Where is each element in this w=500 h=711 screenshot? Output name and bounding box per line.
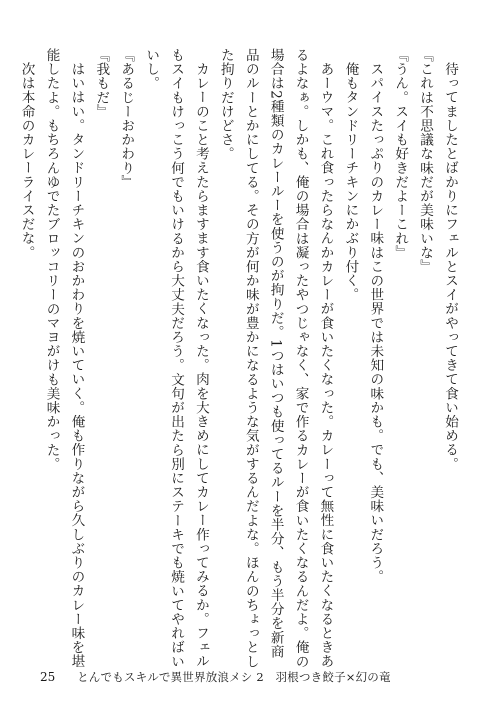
text-line: スパイスたっぷりのカレー味はこの世界では未知の味かも。でも、美味いだろう。 [367,61,384,584]
page-number: 25 [40,670,56,684]
text-line: 品のルーとかにしてる。その方が何か味が豊かになるような気がするんだよな。ほんのちょっとし [242,48,259,669]
dialogue-line: 『あるじーおかわり』 [118,48,135,189]
running-title: とんでもスキルで異世界放浪メシ 2 羽根つき餃子×幻の竜 [77,670,391,684]
text-line: 俺もタンドリーチキンにかぶり付く。 [342,61,359,302]
text-line: はいはい。タンドリーチキンのおかわりを焼いていく。俺も作りながら久しぶりのカレー味を堪 [68,61,85,668]
dialogue-line: 『これは不思議な味だが美味いな』 [417,48,434,274]
text-line: 場合は2種類のカレールーを使うのが拘りだ。1つはいつも使ってるルーを半分、もう半分を新商 [267,48,284,659]
dialogue-line: 『うん。スイも好きだよーこれ』 [392,48,409,260]
text-line: 能したよ。もちろんゆでたブロッコリーのマヨがけも美味かった。 [43,48,60,471]
text-line: るよなぁ。しかも、俺の場合は凝ったやつじゃなく、家で作るカレーが食いたくなるんだよ。俺の [292,48,309,669]
text-line: た拘りだけどさ。 [217,48,234,161]
text-line: いし。 [143,48,160,91]
dialogue-line: 『我もだ』 [93,48,110,119]
text-line: 待ってましたとばかりにフェルとスイがやってきて食い始める。 [442,61,458,471]
vertical-body-text [14,48,462,669]
text-line: もスイもけっこう何でもいけるから大丈夫だろう。文句が出たら別にステーキでも焼いてやればい [168,48,185,669]
text-line: あーウマ。これ食ったらなんかカレーが食いたくなった。カレーって無性に食いたくなるときあ [317,61,334,668]
page-footer [40,669,391,685]
text-line: カレーのこと考えたらますます食いたくなった。肉を大きめにしてカレー作ってみるか。フェル [192,61,209,668]
text-line: 次は本命のカレーライスだな。 [18,61,35,259]
